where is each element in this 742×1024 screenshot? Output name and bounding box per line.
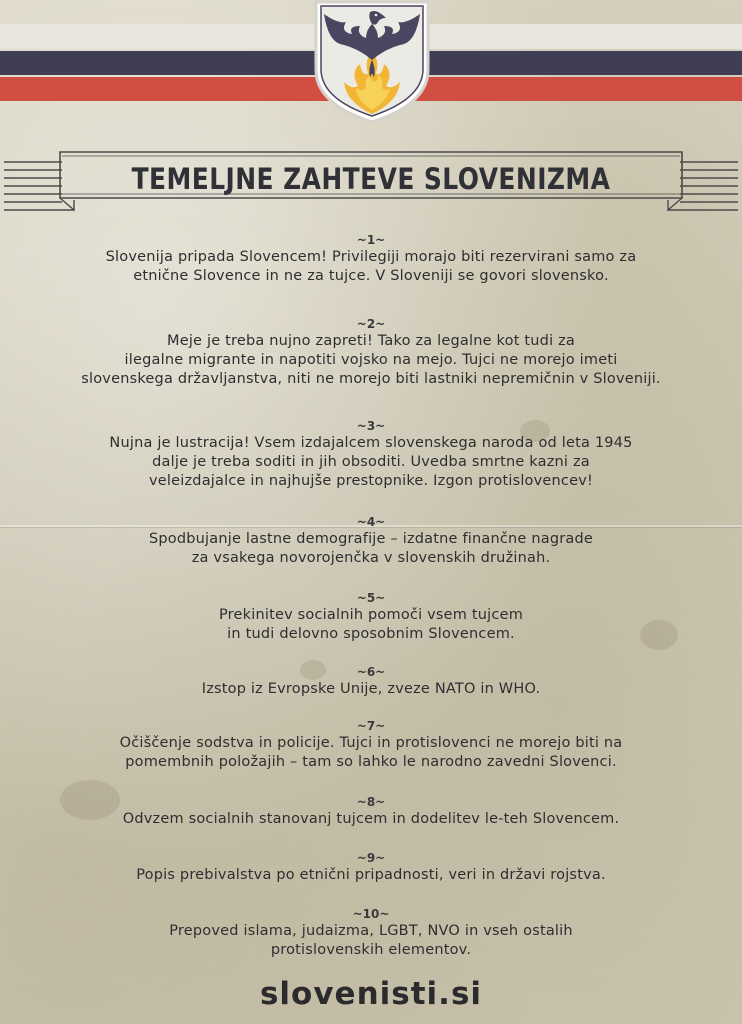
list-item	[40, 794, 702, 829]
list-item	[40, 418, 702, 491]
item-number: ~5~	[356, 591, 386, 605]
item-text: Očiščenje sodstva in policije. Tujci in protislovenci ne morejo biti na pomembnih položajih – tam so lahko le narodno zavedni Slovenci.	[119, 735, 623, 770]
phoenix-eagle-shield-icon	[310, 0, 434, 124]
list-item	[40, 590, 702, 644]
list-item	[40, 906, 702, 960]
item-text: Prepoved islama, judaizma, LGBT, NVO in vseh ostalih protislovenskih elementov.	[169, 923, 573, 958]
website-url: slovenisti.si	[259, 976, 483, 1012]
list-item	[40, 850, 702, 885]
item-text: Izstop iz Evropske Unije, zveze NATO in WHO.	[201, 681, 541, 697]
item-text: Slovenija pripada Slovencem! Privilegiji morajo biti rezervirani samo za etnične Slovence in ne za tujce. V Sloveniji se govori slovensko.	[105, 249, 637, 284]
item-text: Odvzem socialnih stanovanj tujcem in dodelitev le-teh Slovencem.	[122, 811, 620, 827]
item-number: ~6~	[356, 665, 386, 679]
item-number: ~9~	[356, 851, 386, 865]
list-item	[40, 718, 702, 772]
page-title: TEMELJNE ZAHTEVE SLOVENIZMA	[131, 162, 611, 196]
list-item	[40, 316, 702, 389]
item-text: Nujna je lustracija! Vsem izdajalcem slovenskega naroda od leta 1945 dalje je treba soditi in jih obsoditi. Uvedba smrtne kazni za veleizdajalce in najhujše prestopnike. Izgon protislovencev!	[109, 435, 633, 489]
item-text: Popis prebivalstva po etnični pripadnosti, veri in državi rojstva.	[136, 867, 606, 883]
list-item	[40, 514, 702, 568]
item-text: Prekinitev socialnih pomoči vsem tujcem in tudi delovno sposobnim Slovencem.	[218, 607, 524, 642]
item-number: ~7~	[356, 719, 386, 733]
item-number: ~3~	[356, 419, 386, 433]
list-item	[40, 664, 702, 699]
item-text: Spodbujanje lastne demografije – izdatne finančne nagrade za vsakega novorojenčka v slovenskih družinah.	[148, 531, 593, 566]
item-number: ~8~	[356, 795, 386, 809]
list-item	[40, 232, 702, 286]
item-number: ~2~	[356, 317, 386, 331]
item-text: Meje je treba nujno zapreti! Tako za legalne kot tudi za ilegalne migrante in napotiti vojsko na mejo. Tujci ne morejo imeti slovenskega državljanstva, niti ne morejo biti lastniki nepremičnin v Sloveniji.	[81, 333, 661, 387]
item-number: ~4~	[356, 515, 386, 529]
item-number: ~10~	[352, 907, 390, 921]
item-number: ~1~	[356, 233, 386, 247]
